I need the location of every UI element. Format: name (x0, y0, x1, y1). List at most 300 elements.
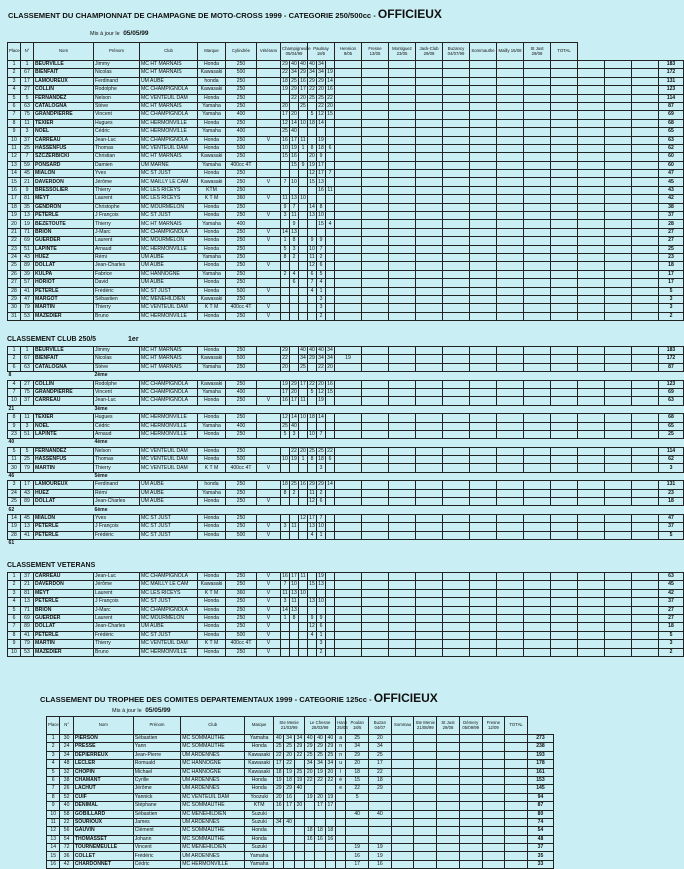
data-cell: 19 (291, 145, 297, 151)
data-cell: 22 (318, 103, 324, 110)
data-cell: Christophe (94, 203, 140, 211)
data-cell: 250 (226, 86, 257, 94)
data-cell (605, 228, 632, 236)
data-cell (299, 220, 308, 228)
data-cell: MC SOMMAUTHE (181, 802, 245, 810)
data-cell (362, 414, 389, 422)
data-cell (299, 606, 308, 614)
main-header-cell: Sommauthe (470, 43, 497, 61)
data-cell (362, 128, 389, 136)
data-cell (257, 430, 281, 438)
data-cell: 8 (8, 631, 21, 639)
data-cell (308, 648, 317, 656)
data-cell: 34 (284, 735, 294, 743)
data-cell: 12 (309, 498, 315, 505)
spacer-cell (416, 472, 443, 480)
spacer-cell (335, 372, 362, 380)
data-cell (551, 581, 578, 589)
data-cell (416, 178, 443, 186)
data-cell: 250 (226, 295, 257, 303)
total-cell: 172 (659, 69, 684, 77)
data-cell: Honda (245, 827, 274, 835)
trophy-row (47, 852, 554, 860)
data-cell (632, 253, 659, 261)
data-cell: Jean-Charles (94, 498, 140, 506)
club-standings-row (8, 414, 684, 422)
data-cell (551, 598, 578, 606)
spacer-cell (497, 506, 524, 514)
data-cell: 250 (226, 245, 257, 253)
data-cell (497, 589, 524, 597)
spacer-cell (290, 439, 299, 447)
data-cell (362, 178, 389, 186)
rider-name-cell: CATALOGNA (34, 363, 94, 371)
total-cell: 74 (527, 818, 553, 826)
rider-name-cell: MEYT (34, 589, 94, 597)
data-cell (326, 161, 335, 169)
data-cell: Laurent (94, 614, 140, 622)
data-cell: 500 (226, 144, 257, 152)
data-cell (524, 86, 551, 94)
club-standings-row (8, 447, 684, 455)
data-cell (578, 489, 605, 497)
data-cell: 8 (8, 119, 21, 127)
data-cell: 18 (318, 145, 324, 151)
data-cell: Jean-Luc (94, 397, 140, 405)
data-cell (290, 304, 299, 312)
data-cell (497, 414, 524, 422)
data-cell (416, 614, 443, 622)
data-cell (551, 119, 578, 127)
data-cell (632, 347, 659, 355)
data-cell: 17 (274, 760, 284, 768)
club-standings-row (8, 498, 684, 506)
data-cell (437, 835, 460, 843)
data-cell (326, 136, 335, 144)
data-cell (389, 531, 416, 539)
data-cell (524, 195, 551, 203)
data-cell: 2 (8, 581, 21, 589)
spacer-cell (326, 472, 335, 480)
data-cell: 250 (226, 228, 257, 236)
data-cell: Honda (198, 312, 226, 320)
data-cell: V (257, 581, 281, 589)
data-cell: 250 (226, 279, 257, 287)
data-cell (326, 228, 335, 236)
data-cell (524, 237, 551, 245)
data-cell: 11 (8, 144, 21, 152)
spacer-cell (308, 439, 317, 447)
data-cell (497, 119, 524, 127)
data-cell (505, 785, 528, 793)
data-cell (551, 631, 578, 639)
main-header-cell: Place (8, 43, 21, 61)
data-cell: 12 (318, 111, 324, 118)
data-cell: 25 (284, 743, 294, 751)
data-cell (632, 102, 659, 110)
data-cell (335, 430, 362, 438)
rider-name-cell: MAZEDIER (34, 312, 94, 320)
data-cell (497, 631, 524, 639)
spacer-cell (226, 405, 257, 413)
data-cell: 40 (305, 735, 315, 743)
data-cell (578, 186, 605, 194)
data-cell (362, 481, 389, 489)
club-standings-row (8, 422, 684, 430)
data-cell: 25 (291, 481, 297, 488)
data-cell (443, 388, 470, 396)
rider-name-cell: MARTIN (34, 304, 94, 312)
data-cell (315, 852, 325, 860)
data-cell: Nelson (94, 94, 140, 102)
data-cell: Yamaha (198, 270, 226, 278)
data-cell (362, 631, 389, 639)
data-cell: 17 (21, 77, 34, 85)
spacer-cell (524, 439, 551, 447)
data-cell: V (257, 287, 281, 295)
data-cell: UM AUBE (140, 489, 198, 497)
data-cell (578, 287, 605, 295)
club-first-label: 1er (128, 336, 139, 343)
data-cell (443, 212, 470, 220)
data-cell (389, 456, 416, 464)
total-cell: 183 (659, 347, 684, 355)
data-cell (605, 623, 632, 631)
data-cell: 4 (47, 760, 60, 768)
data-cell (524, 422, 551, 430)
data-cell (632, 481, 659, 489)
main-standings-table (7, 42, 684, 321)
rider-name-cell: CUIF (73, 793, 133, 801)
data-cell: V (257, 631, 281, 639)
spacer-cell (226, 372, 257, 380)
main-header-cell: Montiguez 23/05 (389, 43, 416, 61)
trophy-row (47, 760, 554, 768)
spacer-cell (524, 539, 551, 547)
data-cell (326, 304, 335, 312)
data-cell (578, 86, 605, 94)
data-cell: 6 (317, 623, 326, 631)
data-cell (414, 810, 437, 818)
data-cell (470, 161, 497, 169)
data-cell (281, 304, 290, 312)
data-cell: 20 (274, 793, 284, 801)
data-cell (443, 640, 470, 648)
data-cell (505, 818, 528, 826)
data-cell (362, 598, 389, 606)
data-cell (299, 640, 308, 648)
data-cell: MC HERMONVILLE (140, 119, 198, 127)
data-cell: 34 (318, 69, 324, 76)
data-cell (416, 253, 443, 261)
standings-row (8, 228, 684, 236)
data-cell: 13 (291, 228, 297, 235)
data-cell (299, 648, 308, 656)
data-cell (389, 212, 416, 220)
data-cell (470, 262, 497, 270)
data-cell (416, 304, 443, 312)
data-cell (389, 380, 416, 388)
data-cell (257, 220, 281, 228)
data-cell (524, 153, 551, 161)
data-cell (257, 186, 281, 194)
data-cell: V (257, 195, 281, 203)
data-cell (416, 648, 443, 656)
data-cell: Laurent (94, 237, 140, 245)
data-cell: 13 (309, 523, 315, 530)
data-cell (578, 102, 605, 110)
spacer-cell (470, 506, 497, 514)
data-cell (416, 186, 443, 194)
data-cell (346, 835, 369, 843)
data-cell (443, 287, 470, 295)
data-cell (336, 860, 346, 868)
data-cell (389, 203, 416, 211)
data-cell: 19 (8, 523, 21, 531)
data-cell (308, 397, 317, 405)
club-team-total: 8 (8, 372, 12, 379)
data-cell (470, 136, 497, 144)
data-cell (551, 531, 578, 539)
data-cell (470, 355, 497, 363)
data-cell: 14 (282, 606, 288, 613)
data-cell (305, 860, 315, 868)
data-cell: 13 (291, 606, 297, 613)
rider-name-cell: BEURVILLE (34, 61, 94, 69)
total-cell: 87 (659, 363, 684, 371)
data-cell: Thierry (94, 186, 140, 194)
data-cell: Yamaha (198, 422, 226, 430)
data-cell (389, 481, 416, 489)
data-cell (632, 270, 659, 278)
data-cell (326, 397, 335, 405)
data-cell: 29 (315, 743, 325, 751)
data-cell: Honda (198, 61, 226, 69)
data-cell (551, 623, 578, 631)
data-cell (362, 212, 389, 220)
spacer-cell (281, 439, 290, 447)
data-cell: 13 (309, 598, 315, 605)
data-cell: 5 (8, 447, 21, 455)
data-cell: MC CHAMPIGNOLA (140, 397, 198, 405)
data-cell (335, 237, 362, 245)
spacer-cell (659, 439, 684, 447)
data-cell (470, 312, 497, 320)
data-cell: Jérôme (133, 785, 180, 793)
data-cell (335, 212, 362, 220)
data-cell: 23 (8, 245, 21, 253)
data-cell: 79 (21, 464, 34, 472)
rider-name-cell: FERNANDEZ (34, 447, 94, 455)
data-cell (414, 735, 437, 743)
standings-row (8, 144, 684, 152)
main-header-cell: Hennion 8/05 (335, 43, 362, 61)
data-cell (389, 245, 416, 253)
data-cell: 9 (317, 153, 326, 161)
data-cell (416, 573, 443, 581)
data-cell: 400 (226, 111, 257, 119)
data-cell: 40 (284, 818, 294, 826)
data-cell: MC HANNOGNE (181, 768, 245, 776)
spacer-cell (497, 539, 524, 547)
data-cell: Honda (198, 456, 226, 464)
data-cell: 34 (294, 735, 304, 743)
data-cell: 18 (315, 827, 325, 835)
data-cell (632, 430, 659, 438)
trophy-row (47, 793, 554, 801)
data-cell (335, 161, 362, 169)
data-cell (308, 186, 317, 194)
veterans-section-title (7, 562, 95, 569)
data-cell (299, 498, 308, 506)
data-cell: 17 (309, 514, 315, 521)
spacer-cell (497, 405, 524, 413)
data-cell: 34 (315, 760, 325, 768)
data-cell (389, 161, 416, 169)
data-cell (257, 295, 281, 303)
data-cell (443, 523, 470, 531)
data-cell (632, 153, 659, 161)
data-cell: 1 (281, 237, 290, 245)
data-cell (281, 648, 290, 656)
data-cell (578, 77, 605, 85)
data-cell (578, 640, 605, 648)
data-cell (632, 228, 659, 236)
spacer-cell (470, 439, 497, 447)
data-cell: 2 (281, 270, 290, 278)
data-cell: 16 (327, 380, 333, 387)
data-cell (524, 355, 551, 363)
data-cell (632, 581, 659, 589)
trophy-row (47, 860, 554, 868)
data-cell (294, 852, 304, 860)
data-cell: 29 (318, 481, 324, 488)
data-cell: 400cc 4T (226, 464, 257, 472)
data-cell: Yamaha (198, 128, 226, 136)
data-cell (470, 111, 497, 119)
data-cell: 250 (226, 606, 257, 614)
rider-name-cell: MARGOT (34, 295, 94, 303)
data-cell: 360 (226, 589, 257, 597)
data-cell (482, 735, 505, 743)
data-cell: 20 (8, 220, 21, 228)
title-status: OFFICIEUX (377, 7, 442, 21)
trophy-header-cell: Sommau (391, 717, 414, 735)
data-cell: 14 (8, 170, 21, 178)
data-cell (551, 523, 578, 531)
rider-name-cell: PONSARD (34, 161, 94, 169)
spacer-cell (389, 372, 416, 380)
data-cell (605, 220, 632, 228)
data-cell (632, 203, 659, 211)
rider-name-cell: PETERLE (34, 523, 94, 531)
data-cell (524, 136, 551, 144)
data-cell (551, 606, 578, 614)
data-cell: 18 (325, 827, 335, 835)
data-cell (326, 128, 335, 136)
data-cell (416, 388, 443, 396)
data-cell: MC MAILLY LE CAM (140, 581, 198, 589)
data-cell (524, 388, 551, 396)
data-cell: 34 (291, 69, 297, 76)
total-cell: 68 (659, 414, 684, 422)
data-cell: MC LES RICEYS (140, 195, 198, 203)
data-cell: 37 (21, 573, 34, 581)
data-cell: V (257, 531, 281, 539)
data-cell (578, 456, 605, 464)
spacer-cell (362, 506, 389, 514)
spacer-cell (308, 539, 317, 547)
data-cell (632, 355, 659, 363)
spacer-cell (551, 539, 578, 547)
spacer-cell (335, 405, 362, 413)
data-cell (551, 464, 578, 472)
data-cell (578, 397, 605, 405)
data-cell: 59 (21, 161, 34, 169)
data-cell: 6 (317, 498, 326, 506)
data-cell (437, 852, 460, 860)
data-cell (578, 606, 605, 614)
data-cell (470, 195, 497, 203)
data-cell (551, 94, 578, 102)
data-cell (362, 581, 389, 589)
data-cell: 27 (8, 279, 21, 287)
data-cell: 250 (226, 61, 257, 69)
data-cell (470, 153, 497, 161)
data-cell (362, 69, 389, 77)
data-cell (443, 119, 470, 127)
data-cell: 10 (8, 136, 21, 144)
data-cell: 17 (291, 573, 297, 580)
data-cell (362, 456, 389, 464)
data-cell (497, 69, 524, 77)
data-cell (497, 102, 524, 110)
total-cell: 172 (659, 355, 684, 363)
data-cell: 19 (318, 573, 324, 580)
data-cell (524, 514, 551, 522)
data-cell: 15 (309, 581, 315, 588)
data-cell (605, 237, 632, 245)
data-cell (632, 498, 659, 506)
data-cell: MC VENTEUIL DAM (140, 464, 198, 472)
data-cell (578, 170, 605, 178)
data-cell: MC HT MARNAIS (140, 363, 198, 371)
data-cell (632, 464, 659, 472)
data-cell (605, 77, 632, 85)
data-cell: 3 (317, 640, 326, 648)
data-cell (437, 793, 460, 801)
data-cell: Honda (198, 531, 226, 539)
data-cell (335, 128, 362, 136)
data-cell: Kawasaki (245, 751, 274, 759)
data-cell (632, 447, 659, 455)
trophy-header-cell: Démery 05/09/99 (459, 717, 482, 735)
data-cell (470, 422, 497, 430)
spacer-cell (257, 506, 281, 514)
data-cell (578, 589, 605, 597)
club-standings-row (8, 489, 684, 497)
data-cell: MC MOURMELON (140, 203, 198, 211)
data-cell: 11 (282, 589, 288, 596)
spacer-cell (226, 439, 257, 447)
club-standings-row (8, 464, 684, 472)
data-cell (416, 237, 443, 245)
data-cell (362, 86, 389, 94)
data-cell (362, 186, 389, 194)
data-cell: K T M (198, 304, 226, 312)
data-cell (551, 195, 578, 203)
data-cell (551, 212, 578, 220)
